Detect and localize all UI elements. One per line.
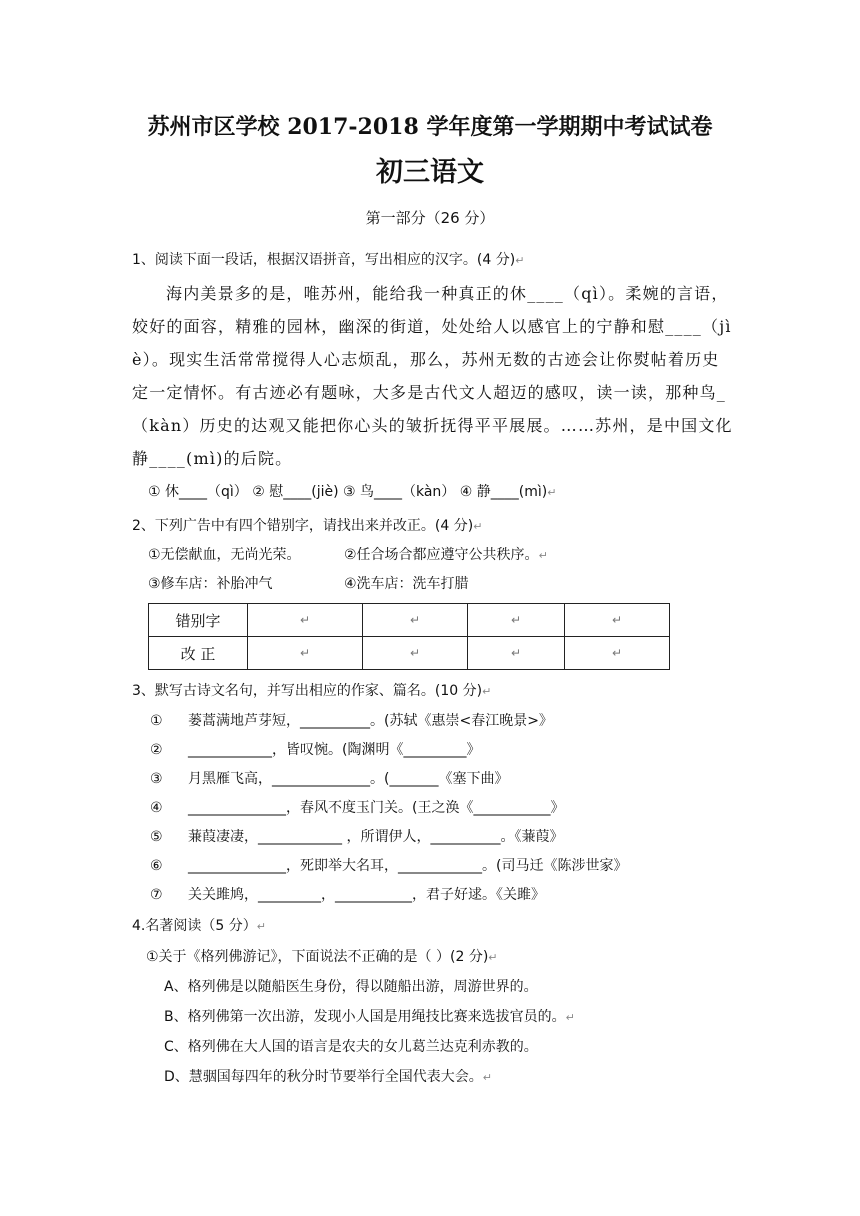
- q4-option-d: D、慧骃国每四年的秋分时节要举行全国代表大会。↵: [164, 1069, 492, 1085]
- q1-passage-line: 静____(mì)的后院。: [132, 449, 293, 468]
- answer-cell[interactable]: ↵: [248, 637, 363, 670]
- answer-cell[interactable]: ↵: [363, 604, 468, 637]
- q3-item: ⑤ 蒹葭凄凄，____________ ，所谓伊人，__________。《蒹葭》: [150, 829, 564, 845]
- q1-prompt: 1、阅读下面一段话，根据汉语拼音，写出相应的汉字。(4 分)↵: [132, 252, 525, 268]
- answer-cell[interactable]: ↵: [565, 604, 670, 637]
- q3-item: ① 蒌蒿满地芦芽短，__________。(苏轼《惠崇<春江晚景>》: [150, 713, 553, 729]
- table-header-typo: 错别字: [149, 604, 248, 637]
- answer-cell[interactable]: ↵: [363, 637, 468, 670]
- q2-ad-4: ④洗车店：洗车打腊: [344, 576, 469, 592]
- q4-option-c: C、格列佛在大人国的语言是农夫的女儿葛兰达克利赤教的。: [164, 1039, 538, 1055]
- answer-cell[interactable]: ↵: [468, 604, 565, 637]
- table-row: [149, 604, 670, 637]
- q2-ad-1: ①无偿献血，无尚光荣。: [148, 547, 301, 563]
- q3-item: ② ____________，皆叹惋。(陶渊明《_________》: [150, 742, 481, 758]
- q1-passage-line: 海内美景多的是，唯苏州，能给我一种真正的休____（qì）。柔婉的言语，: [166, 284, 729, 303]
- answer-cell[interactable]: ↵: [565, 637, 670, 670]
- q1-passage-line: （kàn）历史的达观又能把你心头的皱折抚得平平展展。……苏州，是中国文化: [132, 416, 733, 435]
- q3-prompt: 3、默写古诗文名句，并写出相应的作家、篇名。(10 分)↵: [132, 683, 492, 699]
- q2-prompt: 2、下列广告中有四个错别字，请找出来并改正。(4 分)↵: [132, 518, 483, 534]
- q3-item: ⑥ ______________，死即举大名耳，____________。(司马迁《陈涉世家》: [150, 858, 628, 874]
- exam-title: 苏州市区学校 2017-2018 学年度第一学期期中考试试卷: [147, 114, 713, 140]
- part-heading: 第一部分（26 分）: [365, 209, 495, 227]
- q1-answer-blanks: ① 休____（qì） ② 慰____(jiè) ③ 鸟____（kàn） ④ 静____(mì)↵: [148, 484, 557, 500]
- table-row: [149, 637, 670, 670]
- subject-title: 初三语文: [376, 157, 484, 188]
- answer-cell[interactable]: ↵: [468, 637, 565, 670]
- answer-cell[interactable]: ↵: [248, 604, 363, 637]
- q1-passage-line: 定一定情怀。有古迹必有题咏，大多是古代文人超迈的感叹，读一读，那种鸟_: [132, 383, 727, 402]
- q4-subquestion: ①关于《格列佛游记》，下面说法不正确的是（ ）(2 分)↵: [146, 949, 498, 965]
- q2-ad-2: ②任合场合都应遵守公共秩序。↵: [344, 547, 548, 563]
- correction-table: [148, 603, 670, 670]
- q4-option-b: B、格列佛第一次出游，发现小人国是用绳技比赛来选拔官员的。↵: [164, 1009, 575, 1025]
- q4-prompt: 4.名著阅读（5 分）↵: [132, 918, 266, 934]
- table-header-correction: 改 正: [149, 637, 248, 670]
- q3-item: ③ 月黑雁飞高，______________。(_______《塞下曲》: [150, 771, 509, 787]
- q4-option-a: A、格列佛是以随船医生身份，得以随船出游，周游世界的。: [164, 979, 538, 995]
- q3-item: ⑦ 关关雎鸠，_________，___________，君子好逑。《关雎》: [150, 887, 545, 903]
- q3-item: ④ ______________，春风不度玉门关。(王之涣《___________》: [150, 800, 565, 816]
- q2-ad-3: ③修车店：补胎冲气: [148, 576, 273, 592]
- q1-passage-line: 姣好的面容，精雅的园林，幽深的街道，处处给人以感官上的宁静和慰____（jì: [132, 317, 732, 336]
- q1-passage-line: è）。现实生活常常搅得人心志烦乱，那么，苏州无数的古迹会让你熨帖着历史: [132, 350, 720, 369]
